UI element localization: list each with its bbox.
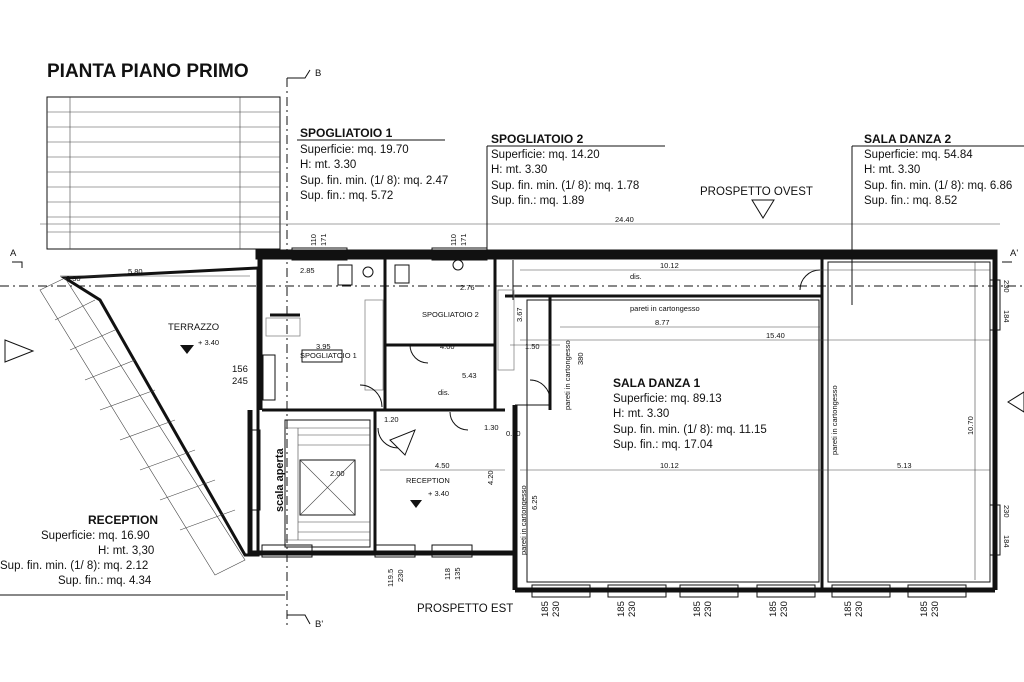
open-staircase <box>285 420 370 547</box>
dis-top-label: dis. <box>630 272 642 281</box>
plan-title: PIANTA PIANO PRIMO <box>47 61 249 82</box>
section-a-label: A <box>10 248 17 259</box>
room-sup-fin-min: Sup. fin. min. (1/ 8): mq. 11.15 <box>613 424 767 436</box>
dim-367: 3.67 <box>515 307 524 322</box>
room-superficie: Superficie: mq. 54.84 <box>864 149 973 161</box>
dim-050: 0.50 <box>506 429 521 438</box>
pareti-left-label: pareti in cartongesso <box>563 340 572 410</box>
dim-1012b: 10.12 <box>660 461 679 470</box>
prospetto-est-label: PROSPETTO EST <box>417 603 514 615</box>
room-superficie: Superficie: mq. 89.13 <box>613 393 722 405</box>
facade-arrow-left-icon <box>5 340 33 362</box>
bottom-window-dims <box>540 601 941 617</box>
dim-245: 245 <box>232 376 248 387</box>
pareti-mid-label: pareti in cartongesso <box>830 385 839 455</box>
dim-400: 4.00 <box>440 342 455 351</box>
section-b2-marker <box>287 615 310 624</box>
section-b-marker <box>287 70 310 78</box>
window-dim-h: 230 <box>930 601 941 617</box>
room-name: RECEPTION <box>88 513 159 527</box>
dim-030: 0.30 <box>66 274 81 283</box>
dim-420: 4.20 <box>486 470 495 485</box>
dim-450: 4.50 <box>435 461 450 470</box>
dim-625: 6.25 <box>530 495 539 510</box>
dim-171b: 171 <box>459 233 468 246</box>
dim-118: 118 <box>443 568 452 580</box>
dim-184b: 184 <box>1002 535 1011 548</box>
window-dim-w: 185 <box>843 601 854 617</box>
dim-543: 5.43 <box>462 371 477 380</box>
dim-120: 1.20 <box>384 415 399 424</box>
level-marker-icon <box>180 345 194 354</box>
room-height: H: mt. 3.30 <box>491 164 548 176</box>
window-dim-w: 185 <box>616 601 627 617</box>
window-dim-h: 230 <box>627 601 638 617</box>
room-sup-fin-min: Sup. fin. min. (1/ 8): mq. 2.12 <box>0 560 149 572</box>
room-info-sala-danza-1 <box>613 376 767 451</box>
room-info-spogliatoio-1 <box>297 126 448 202</box>
dim-200: 2.00 <box>330 469 345 478</box>
dim-171a: 171 <box>319 233 328 246</box>
reception-plan-label: RECEPTION <box>406 476 450 485</box>
prospetto-ovest-label: PROSPETTO OVEST <box>700 186 813 198</box>
terrace-label: TERRAZZO <box>168 322 220 333</box>
changing-room-fixtures <box>266 260 514 390</box>
room-superficie: Superficie: mq. 19.70 <box>300 144 409 156</box>
dim-1070: 10.70 <box>966 416 975 435</box>
window-dim-w: 185 <box>540 601 551 617</box>
dim-285: 2.85 <box>300 266 315 275</box>
room-sup-fin: Sup. fin.: mq. 8.52 <box>864 195 958 207</box>
dim-110b: 110 <box>449 234 458 246</box>
dim-110a: 110 <box>309 234 318 246</box>
reception-level: + 3.40 <box>428 489 450 498</box>
room-name: SPOGLIATOIO 1 <box>300 126 393 140</box>
pareti-top-label: pareti in cartongesso <box>630 304 700 313</box>
section-b2-label: B' <box>315 619 324 630</box>
dim-580: 5.80 <box>128 267 143 276</box>
dim-184a: 184 <box>1002 310 1011 323</box>
dim-230c: 230 <box>396 569 405 582</box>
room-sup-fin-min: Sup. fin. min. (1/ 8): mq. 2.47 <box>300 175 449 187</box>
dis-mid-label: dis. <box>438 388 450 397</box>
facade-arrow-right-icon <box>1008 392 1024 412</box>
dim-230a: 230 <box>1002 280 1011 293</box>
prospetto-ovest-arrow-icon <box>752 200 774 218</box>
dim-395: 3.95 <box>316 342 331 351</box>
room-sup-fin-min: Sup. fin. min. (1/ 8): mq. 1.78 <box>491 180 640 192</box>
section-a2-label: A' <box>1010 248 1019 259</box>
roof-area <box>47 97 280 249</box>
room-height: H: mt. 3.30 <box>300 159 357 171</box>
window-dim-w: 185 <box>692 601 703 617</box>
room-superficie: Superficie: mq. 14.20 <box>491 149 600 161</box>
room-sup-fin: Sup. fin.: mq. 4.34 <box>58 575 152 587</box>
pareti-bottom-left-label: pareti in cartongesso <box>519 485 528 555</box>
dim-276: 2.76 <box>460 283 475 292</box>
dim-380: 380 <box>576 352 585 365</box>
window-dim-h: 230 <box>703 601 714 617</box>
window-dim-w: 185 <box>768 601 779 617</box>
room-sup-fin: Sup. fin.: mq. 17.04 <box>613 439 713 451</box>
room-height: H: mt. 3.30 <box>864 164 921 176</box>
window-dim-h: 230 <box>551 601 562 617</box>
room-superficie: Superficie: mq. 16.90 <box>41 530 150 542</box>
room-height: H: mt. 3.30 <box>613 408 670 420</box>
room-name: SPOGLIATOIO 2 <box>491 132 584 146</box>
room-sup-fin-min: Sup. fin. min. (1/ 8): mq. 6.86 <box>864 180 1013 192</box>
dim-877: 8.77 <box>655 318 670 327</box>
room-info-reception <box>0 513 285 595</box>
room-height: H: mt. 3,30 <box>98 545 155 557</box>
dim-135: 135 <box>453 567 462 580</box>
section-b-label: B <box>315 68 322 79</box>
dim-1195: 119.5 <box>386 568 395 587</box>
room-info-sala-danza-2 <box>852 132 1024 305</box>
section-a-marker <box>12 262 22 268</box>
dim-1012a: 10.12 <box>660 261 679 270</box>
window-dim-w: 185 <box>919 601 930 617</box>
dim-150: 1.50 <box>525 342 540 351</box>
dim-513: 5.13 <box>897 461 912 470</box>
room-info-spogliatoio-2 <box>487 132 665 258</box>
dim-156: 156 <box>232 364 248 375</box>
dim-130: 1.30 <box>484 423 499 432</box>
terrace-level: + 3.40 <box>198 338 220 347</box>
spogliatoio-1-plan-label: SPOGLIATOIO 1 <box>300 351 357 360</box>
outer-walls <box>250 252 995 590</box>
staircase-label: scala aperta <box>274 448 286 512</box>
room-sup-fin: Sup. fin.: mq. 1.89 <box>491 195 585 207</box>
terrace <box>40 268 258 575</box>
room-sup-fin: Sup. fin.: mq. 5.72 <box>300 190 394 202</box>
window-dim-h: 230 <box>854 601 865 617</box>
room-name: SALA DANZA 2 <box>864 132 952 146</box>
reception-level-icon <box>410 500 422 508</box>
dim-1540: 15.40 <box>766 331 785 340</box>
dim-2440: 24.40 <box>615 215 634 224</box>
room-name: SALA DANZA 1 <box>613 376 701 390</box>
dim-230b: 230 <box>1002 505 1011 518</box>
window-dim-h: 230 <box>779 601 790 617</box>
spogliatoio-2-plan-label: SPOGLIATOIO 2 <box>422 310 479 319</box>
